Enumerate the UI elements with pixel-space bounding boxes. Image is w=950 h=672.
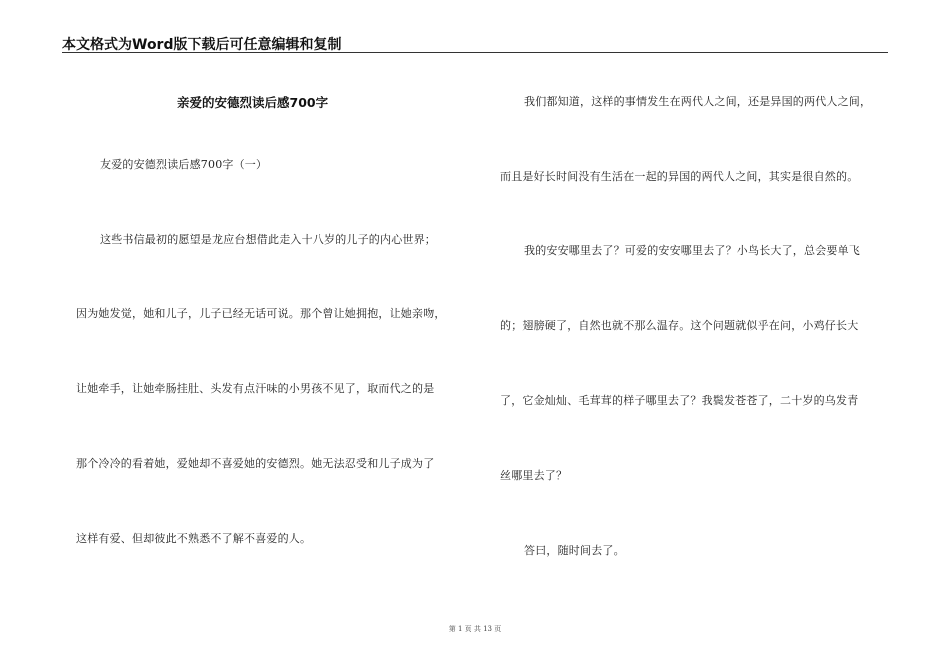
right-paragraph-line: 了，它金灿灿、毛茸茸的样子哪里去了？我鬓发苍苍了，二十岁的乌发青 [500,394,859,407]
document-header: 本文格式为Word版下载后可任意编辑和复制 [62,37,342,53]
right-paragraph-line: 丝哪里去了？ [500,469,568,482]
right-paragraph-line: 答曰，随时间去了。 [524,544,625,557]
right-paragraph-line: 而且是好长时间没有生活在一起的异国的两代人之间，其实是很自然的。 [500,170,859,183]
right-paragraph-line: 的；翅膀硬了，自然也就不那么温存。这个问题就似乎在问，小鸡仔长大 [500,319,859,332]
right-paragraph-line: 我的安安哪里去了？可爱的安安哪里去了？小鸟长大了，总会要单飞 [524,244,860,257]
left-paragraph-line: 因为她发觉，她和儿子，儿子已经无话可说。那个曾让她拥抱，让她亲吻， [76,307,446,320]
left-paragraph-line: 那个冷冷的看着她，爱她却不喜爱她的安德烈。她无法忍受和儿子成为了 [76,457,435,470]
left-paragraph-line: 这些书信最初的愿望是龙应台想借此走入十八岁的儿子的内心世界； [100,233,436,246]
left-paragraph-line: 这样有爱、但却彼此不熟悉不了解不喜爱的人。 [76,532,312,545]
right-paragraph-line: 我们都知道，这样的事情发生在两代人之间，还是异国的两代人之间， [524,95,872,108]
left-paragraph-line: 让她牵手，让她牵肠挂肚、头发有点汗味的小男孩不见了，取而代之的是 [76,382,435,395]
document-title: 亲爱的安德烈读后感700字 [177,95,329,110]
left-paragraph-line: 友爱的安德烈读后感700字（一） [100,158,268,171]
page-footer: 第 1 页 共 13 页 [448,625,502,633]
header-rule [62,52,888,53]
